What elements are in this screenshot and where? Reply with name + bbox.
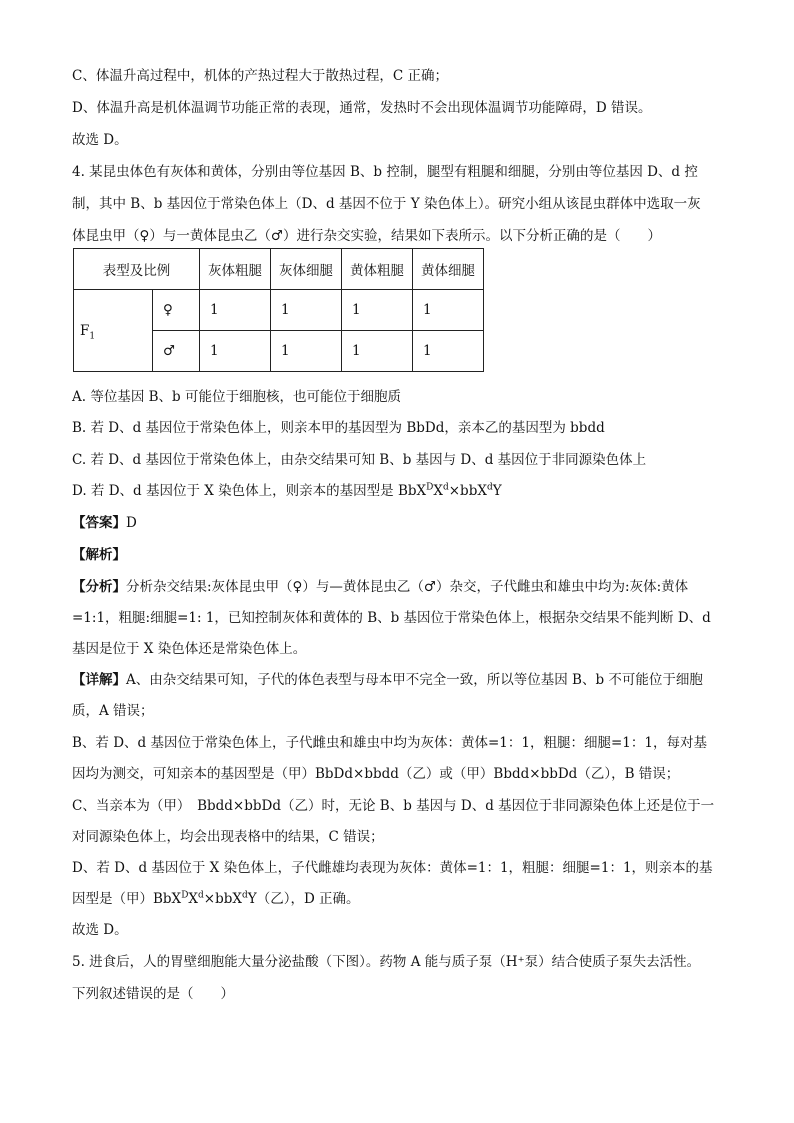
line-d: D、体温升高是机体温调节功能正常的表现，通常，发热时不会出现体温调节功能障碍，D 错误。 bbox=[72, 100, 652, 116]
question-4-line-2: 制，其中 B、b 基因位于常染色体上（D、d 基因不位于 Y 染色体上）。研究小组从该昆虫群体中选取一灰 bbox=[72, 196, 701, 212]
xiangjie-line-6: 对同源染色体上，均会出现表格中的结果，C 错误； bbox=[72, 829, 384, 845]
table-header-row bbox=[74, 249, 484, 290]
xiangjie-line-5: C、当亲本为（甲） Bbdd×bbDd（乙）时，无论 B、b 基因与 D、d 基因位于非同源染色体上还是位于一 bbox=[72, 798, 715, 814]
table-row bbox=[74, 290, 484, 331]
header-cell: 表型及比例 bbox=[74, 249, 200, 290]
answer-value: D bbox=[126, 515, 137, 531]
table-cell: 1 bbox=[413, 290, 484, 331]
table-cell: 1 bbox=[271, 331, 342, 372]
question-5-line-1: 5. 进食后，人的胃壁细胞能大量分泌盐酸（下图）。药物 A 能与质子泵（H⁺泵）结合使质子泵失去活性。 bbox=[72, 954, 701, 970]
question-5-line-2: 下列叙述错误的是（ ） bbox=[72, 986, 234, 1002]
xiangjie-line-2: 质，A 错误； bbox=[72, 703, 154, 719]
header-cell: 黄体细腿 bbox=[413, 249, 484, 290]
option-d: D. 若 D、d 基因位于 X 染色体上，则亲本的基因型是 $BbX^DX^d\times bbX^dY$ bbox=[72, 482, 502, 499]
xiangjie-line-7: D、若 D、d 基因位于 X 染色体上，子代雌雄均表现为灰体：黄体=1：1，粗腿：细腿=1：1，则亲本的基 bbox=[72, 860, 713, 876]
table-cell: 1 bbox=[200, 290, 271, 331]
fenxi-line-1: 【分析】分析杂交结果:灰体昆虫甲（♀）与—黄体昆虫乙（♂）杂交，子代雌虫和雄虫中均为:灰体:黄体 bbox=[72, 579, 689, 595]
fenxi-line-2: =1:1，粗腿:细腿=1: 1，已知控制灰体和黄体的 B、b 基因位于常染色体上，根据杂交结果不能判断 D、d bbox=[72, 610, 711, 626]
xiangjie-line-3: B、若 D、d 基因位于常染色体上，子代雌虫和雄虫中均为灰体：黄体=1：1，粗腿：细腿=1：1，每对基 bbox=[72, 735, 707, 751]
question-4-line-3: 体昆虫甲（♀）与一黄体昆虫乙（♂）进行杂交实验，结果如下表所示。以下分析正确的是（ ） bbox=[72, 228, 661, 244]
option-a: A. 等位基因 B、b 可能位于细胞核，也可能位于细胞质 bbox=[72, 389, 401, 405]
answer-tag: 【答案】 bbox=[72, 515, 126, 531]
xiangjie-line-8: 因型是（甲）$BbX^DX^d\times bbX^dY$（乙），D 正确。 bbox=[72, 890, 360, 907]
xiangjie-line-1: 【详解】A、由杂交结果可知，子代的体色表型与母本甲不完全一致，所以等位基因 B、b 不可能位于细胞 bbox=[72, 672, 703, 688]
answer-line bbox=[72, 513, 137, 533]
header-cell: 灰体细腿 bbox=[271, 249, 342, 290]
choose-d-line: 故选 D。 bbox=[72, 922, 128, 938]
question-4-line-1: 4. 某昆虫体色有灰体和黄体，分别由等位基因 B、b 控制，腿型有粗腿和细腿，分别由等位基因 D、d 控 bbox=[72, 164, 698, 180]
fenxi-tag: 【分析】 bbox=[72, 579, 126, 595]
xiangjie-line-4: 因均为测交，可知亲本的基因型是（甲）BbDd×bbdd（乙）或（甲）Bbdd×bbDd（乙），B 错误； bbox=[72, 766, 680, 782]
header-cell: 黄体粗腿 bbox=[342, 249, 413, 290]
table-cell: 1 bbox=[342, 331, 413, 372]
fenxi-line-3: 基因是位于 X 染色体还是常染色体上。 bbox=[72, 641, 307, 657]
generation-cell: $F_1$ bbox=[74, 290, 153, 372]
xiangjie-tag: 【详解】 bbox=[72, 672, 126, 688]
line-choose-d: 故选 D。 bbox=[72, 132, 128, 148]
table-cell: 1 bbox=[271, 290, 342, 331]
cross-result-table bbox=[73, 248, 484, 372]
line-c: C、体温升高过程中，机体的产热过程大于散热过程，C 正确； bbox=[72, 68, 448, 84]
analysis-tag: 【解析】 bbox=[72, 547, 126, 563]
option-b: B. 若 D、d 基因位于常染色体上，则亲本甲的基因型为 BbDd，亲本乙的基因型为 bbdd bbox=[72, 420, 605, 436]
sex-cell-female: ♀ bbox=[153, 290, 200, 331]
table-cell: 1 bbox=[200, 331, 271, 372]
header-cell: 灰体粗腿 bbox=[200, 249, 271, 290]
option-c: C. 若 D、d 基因位于常染色体上，由杂交结果可知 B、b 基因与 D、d 基因位于非同源染色体上 bbox=[72, 452, 647, 468]
table-cell: 1 bbox=[413, 331, 484, 372]
sex-cell-male: ♂ bbox=[153, 331, 200, 372]
table-cell: 1 bbox=[342, 290, 413, 331]
